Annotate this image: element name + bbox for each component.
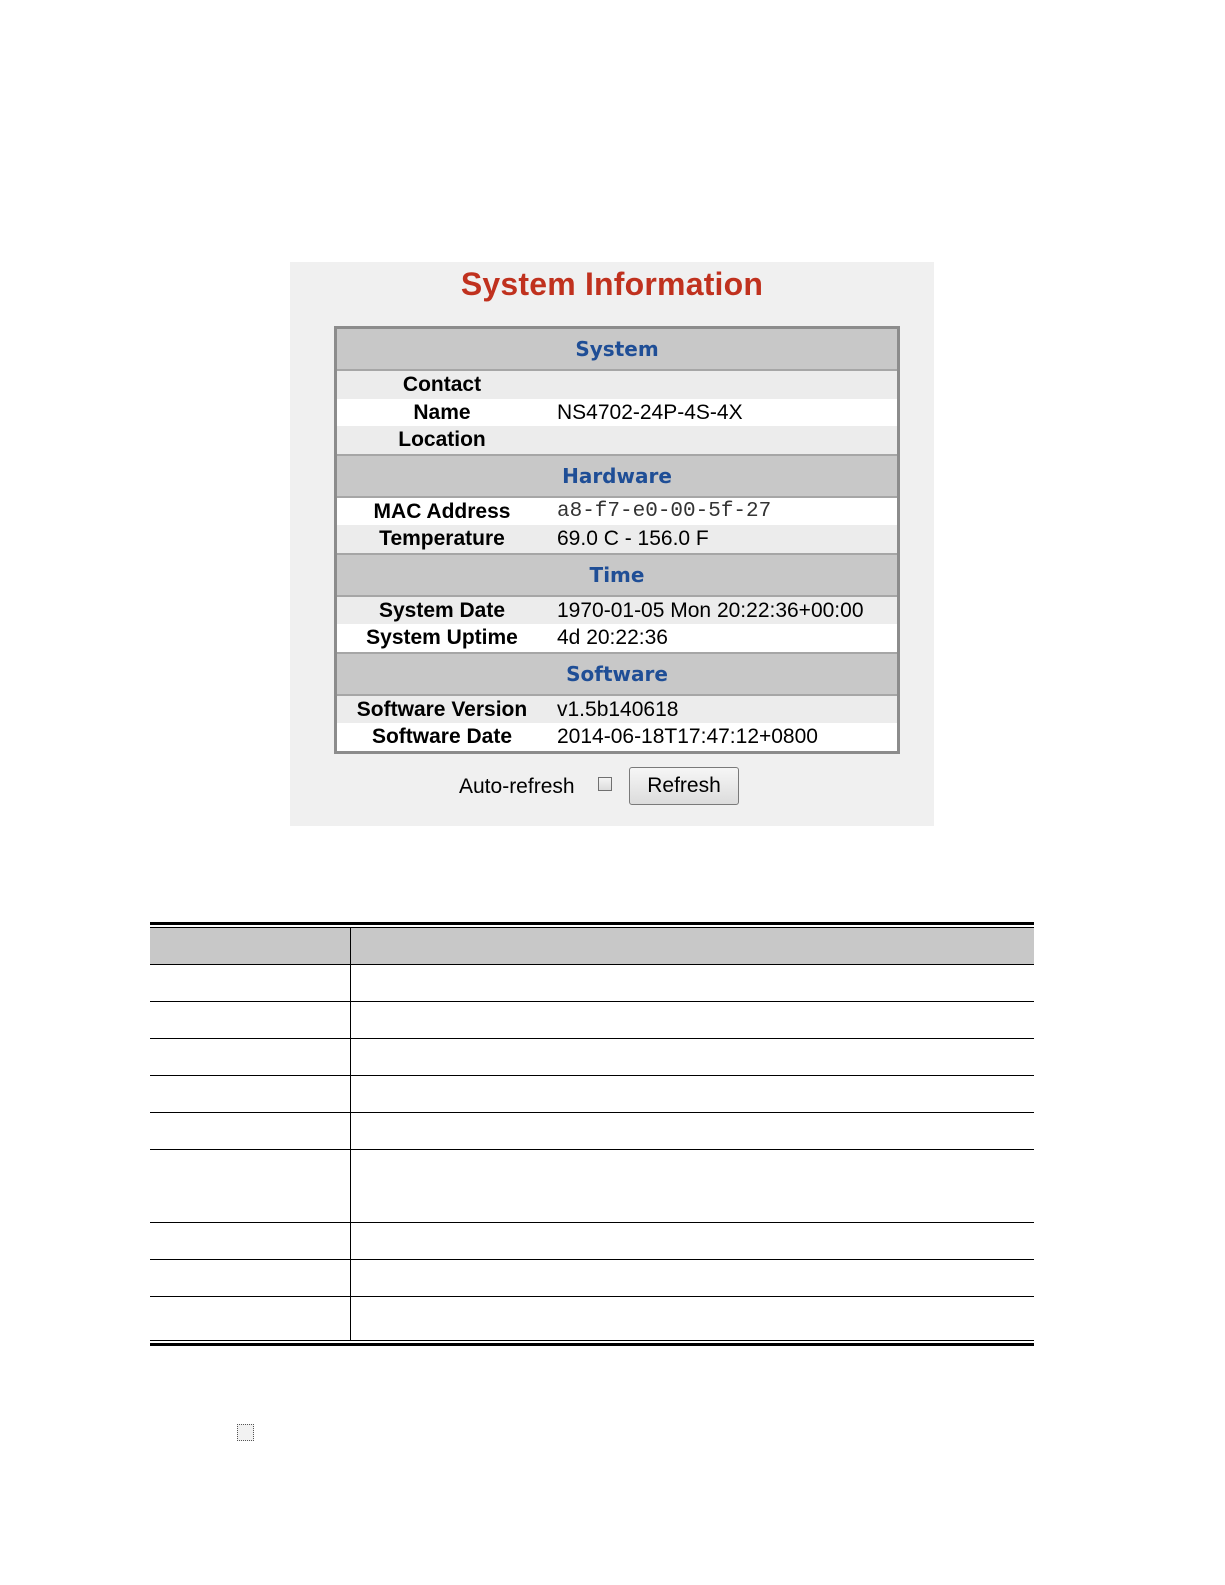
section-heading-time: Time	[337, 553, 897, 597]
table-row	[337, 371, 897, 399]
table-row	[337, 597, 897, 625]
row-value: 69.0 C - 156.0 F	[557, 527, 709, 550]
refresh-controls	[290, 767, 934, 807]
row-divider	[150, 1001, 1034, 1002]
table-row	[337, 498, 897, 526]
system-information-screenshot	[290, 262, 934, 826]
row-label: Location	[398, 428, 486, 451]
section-heading-hardware: Hardware	[337, 454, 897, 498]
table-row	[337, 399, 897, 427]
table-row	[337, 624, 897, 652]
section-heading-software: Software	[337, 652, 897, 696]
auto-refresh-checkbox[interactable]	[598, 777, 612, 791]
row-value: a8-f7-e0-00-5f-27	[557, 499, 772, 523]
row-label: System Uptime	[366, 626, 518, 649]
refresh-button[interactable]: Refresh	[629, 767, 739, 805]
table-row	[337, 426, 897, 454]
row-value: 4d 20:22:36	[557, 626, 668, 649]
row-value	[547, 371, 557, 399]
section-heading-system: System	[337, 329, 897, 371]
row-label: Name	[413, 400, 471, 424]
row-label: System Date	[378, 598, 506, 622]
row-divider	[150, 964, 1034, 965]
table-top-rule	[150, 922, 1034, 925]
row-value: 1970-01-05 Mon 20:22:36+00:00	[557, 598, 864, 622]
page-title: System Information	[460, 266, 764, 302]
row-label: MAC Address	[373, 499, 511, 523]
checkbox-icon	[237, 1424, 254, 1441]
auto-refresh-label: Auto-refresh	[459, 775, 575, 798]
table-bottom-rule-thin	[150, 1340, 1034, 1341]
row-label: Software Version	[356, 697, 528, 721]
row-divider	[150, 1259, 1034, 1260]
row-divider	[150, 1296, 1034, 1297]
row-label: Temperature	[379, 527, 505, 550]
row-value: 2014-06-18T17:47:12+0800	[557, 725, 818, 748]
row-value: v1.5b140618	[557, 697, 679, 721]
table-row	[337, 525, 897, 553]
table-bottom-rule	[150, 1343, 1034, 1346]
row-value	[547, 426, 557, 454]
row-value: NS4702-24P-4S-4X	[557, 400, 743, 424]
row-divider	[150, 1149, 1034, 1150]
column-divider	[350, 928, 351, 1340]
table-row	[337, 696, 897, 724]
row-label: Contact	[402, 373, 482, 396]
system-information-table	[334, 326, 900, 754]
row-divider	[150, 1222, 1034, 1223]
row-divider	[150, 1075, 1034, 1076]
row-divider	[150, 1038, 1034, 1039]
table-header-row	[150, 928, 1034, 964]
row-label: Software Date	[371, 725, 513, 748]
row-divider	[150, 1112, 1034, 1113]
table-row	[337, 723, 897, 751]
